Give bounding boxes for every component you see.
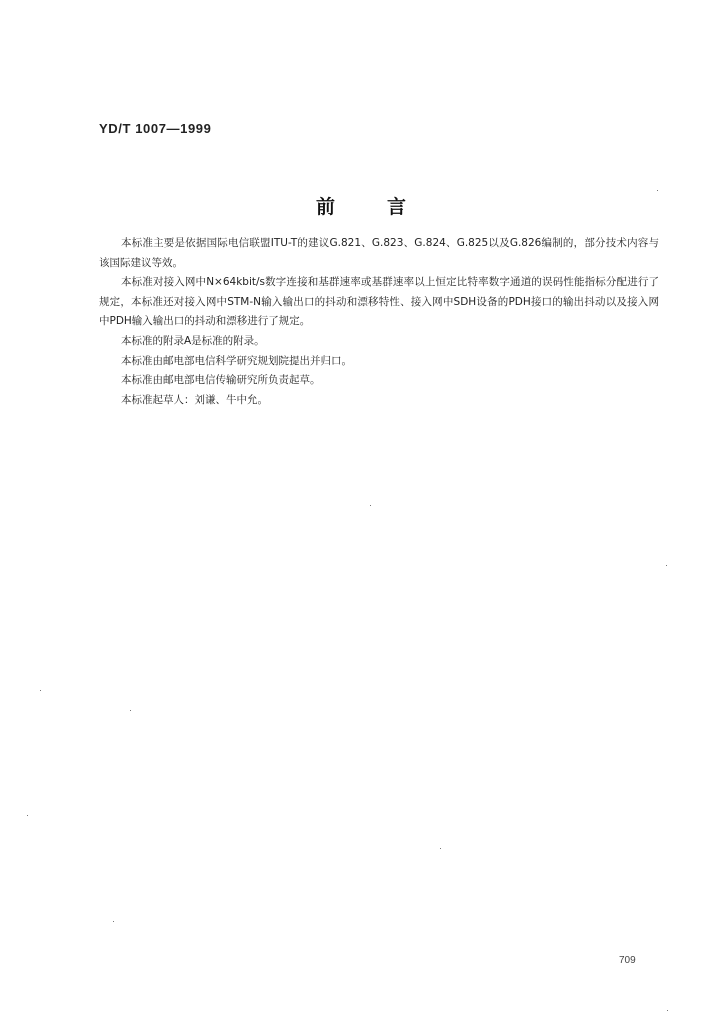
standard-code: YD/T 1007—1999 <box>99 121 212 136</box>
scan-speck <box>370 505 371 506</box>
scan-speck <box>27 815 28 816</box>
scan-speck <box>667 1010 668 1011</box>
paragraph: 本标准起草人：刘谦、牛中允。 <box>121 393 268 406</box>
body-text <box>99 234 659 410</box>
scan-speck <box>657 190 658 191</box>
scan-speck <box>130 710 131 711</box>
paragraph: 本标准主要是依据国际电信联盟ITU-T的建议G.821、G.823、G.824、G.825以及G.826编制的，部分技术内容与该国际建议等效。 <box>99 237 659 269</box>
scan-speck <box>40 690 41 691</box>
paragraph: 本标准由邮电部电信科学研究规划院提出并归口。 <box>121 354 352 367</box>
section-title: 前言 <box>315 196 458 218</box>
scan-speck <box>440 848 441 849</box>
paragraph: 本标准对接入网中N×64kbit/s数字连接和基群速率或基群速率以上恒定比特率数字通道的误码性能指标分配进行了规定，本标准还对接入网中STM-N输入输出口的抖动和漂移特性、接入网中SDH设备的PDH接口的输出抖动以及接入网中PDH输入输出口的抖动和漂移进行了规定。 <box>99 276 659 328</box>
paragraph: 本标准由邮电部电信传输研究所负责起草。 <box>121 374 321 387</box>
scan-speck <box>113 921 114 922</box>
paragraph: 本标准的附录A是标准的附录。 <box>121 334 265 347</box>
scan-speck <box>666 565 667 566</box>
page-number: 709 <box>619 955 636 966</box>
